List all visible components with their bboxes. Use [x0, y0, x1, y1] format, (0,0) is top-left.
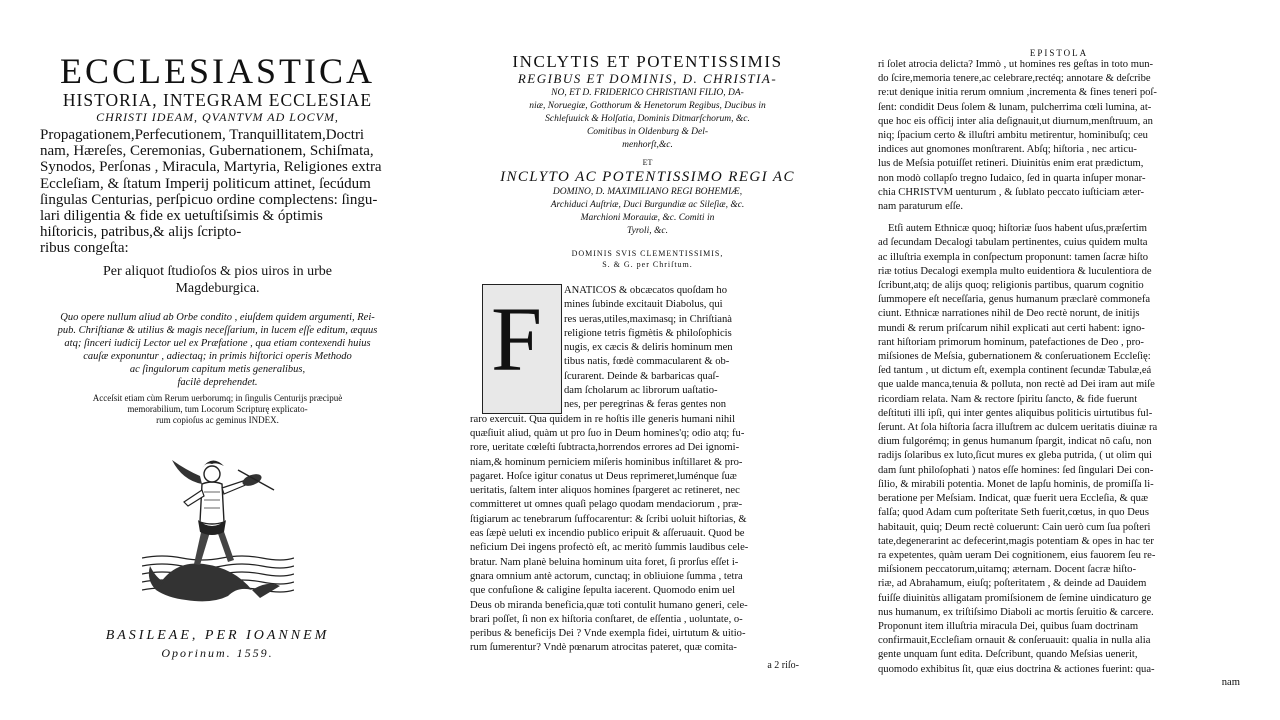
accessit-line: Acceſsit etiam cùm Rerum uerborumq; in ſingulis Centurijs præcipuè — [92, 392, 343, 403]
body-line: eas ſæpè ueluti ex incendio publico eripuit & aſſeruauit. Quod be — [470, 528, 745, 540]
body-line: que hoc eis officij inter alia deſignauit,ut diurnum,menſtruum, an — [878, 115, 1153, 127]
conjunction-et: ET — [642, 158, 653, 167]
body-line: nus humanum, ex triſtiſsimo Diaboli ac mortis ſeruitio & carcere. — [878, 606, 1154, 618]
body-line: ac illuſtria exempla in conſpectum proponunt: tamen ſacræ hiſto — [878, 251, 1149, 263]
body-line: lus de Meſsia potuiſſet retineri. Diuinitùs enim erat prædictum, — [878, 158, 1144, 170]
body-line: beratione per Meſsiam. Indicat, quæ fuerit uera Eccleſia, & quæ — [878, 493, 1149, 505]
body-line: dam ſunt philoſophati ) natos eſſe homines: ſed ſingulari Dei con- — [878, 464, 1154, 476]
title-body-line: Propagationem,Perfecutionem, Tranquillitatem,Doctri — [40, 127, 365, 143]
body-line: ſilio, & mirabili potentia. Monet de lapſu hominis, de promiſſa li- — [878, 478, 1154, 490]
book-title: ECCLESIASTICA — [59, 51, 375, 91]
initial-letter: F — [491, 288, 543, 390]
body-line: ciunt. Ethnicæ narrationes nihil de Deo rectè norunt, de initijs — [878, 308, 1140, 320]
decorated-initial — [482, 284, 562, 414]
title-body-line: Synodos, Perſonas , Miracula, Martyria, Religiones extra — [40, 159, 382, 176]
body-line: Proponunt item illuſtria miracula Dei, quibus ſuam doctrinam — [878, 620, 1139, 632]
body-line: radijs ſolaribus ex luto,ſicut mures ex gleba putrida, ( ut olim qui — [878, 450, 1152, 462]
dedication-addressees — [470, 87, 825, 152]
body-line: peribus & beneficijs Dei ? Vnde exempla fidei, uirtutum & uitio- — [470, 628, 746, 640]
body-line: ad ſecundam Decalogi tabulam pertinentes, cuius quidem multa — [878, 237, 1148, 249]
body-line: committeret ut omnes quaſi pelago quodam mendaciorum , præ- — [470, 499, 743, 511]
body-line: ſummopere eſt neceſſaria, genus humanum præclarè commonefa — [878, 294, 1151, 306]
body-line: ricordiam relata. Nam & rectore ſpiritu ſancto, & fide fuerunt — [878, 393, 1138, 405]
addressee-line: Schleſuuick & Holſatia, Dominis Ditmarſchorum, &c. — [545, 114, 750, 124]
body-line: que ualde manca,tenuia & polluta, non rectè ad Dei iram aut miſe — [878, 379, 1155, 391]
body-line: Etſi autem Ethnicæ quoq; hiſtoriæ ſuos habent uſus,præſertim — [888, 223, 1147, 235]
dedication-addressees-2 — [470, 186, 825, 238]
dedication-heading-2: INCLYTO AC POTENTISSIMO REGI AC — [500, 169, 795, 185]
salutation-line: S. & G. per Chriſtum. — [602, 260, 693, 269]
running-head: EPISTOLA — [1029, 48, 1089, 58]
salutation — [470, 248, 825, 270]
dedication-page — [470, 0, 825, 720]
body-line: rant hiſtoriam primorum hominum, patefactiones de Deo , pro- — [878, 336, 1144, 348]
body-line: niam,& hominum perniciem miſeris hominibus inſtillaret & pro- — [470, 456, 743, 468]
body-line: raro exercuit. Qua quidem in re hoſtis ille generis humani nihil — [470, 413, 736, 425]
addressee-line: Marchioni Morauiæ, &c. Comiti in — [580, 213, 715, 223]
dedication-body — [470, 284, 825, 656]
body-line: ſerunt. At ſola hiſtoria ſacra illuſtrem ac dulcem ueritatis diuinæ ra — [878, 422, 1158, 434]
addressee-line: Comitibus in Oldenburg & Del- — [586, 127, 709, 137]
book-subtitle: HISTORIA, INTEGRAM ECCLESIAE — [62, 90, 373, 110]
body-line: falſa; quod Adam cum poſteritate Seth fuerit,cœtus, in quo Deus — [878, 507, 1149, 519]
body-line: confirmauit,Eccleſiam ornauit & conſeruauit: qualia in nulla alia — [878, 635, 1151, 647]
accessit-note — [40, 393, 395, 426]
printer-device-woodcut — [142, 440, 294, 610]
title-body-line: lari diligentia & fide ex uetuſtiſsimis & óptimis — [40, 208, 323, 225]
body-line: Deus ob miranda beneficia,quæ toti contulit humano generi, cele- — [470, 599, 748, 611]
body-line: riæ, ad Abrahamum, eiuſq; poſteritatem , & deinde ad Dauidem — [878, 578, 1147, 590]
body-line: que confuſione & caligine ſepulta iacerent. Quomodo enim uel — [470, 585, 736, 597]
body-line: miſsionem peccatorum,uitamq; æternam. Docent ſacræ hiſto- — [878, 564, 1137, 576]
body-line: deſtituti illi ipſi, qui inter gentes aliquibus politicis uirtutibus ful- — [878, 407, 1153, 419]
authors-location — [40, 263, 395, 297]
title-body — [40, 127, 395, 257]
body-line: ra expetentes, quàm ueram Dei cognitionem, eius fauorem ſeu re- — [878, 549, 1156, 561]
body-line: neficium Dei ingens profectò eſt, ac meritò ſummis laudibus cele- — [470, 542, 749, 554]
body-line: religione tetris figmètis & philoſophicis — [564, 327, 732, 339]
body-line: brari poſſet, ſi non ex hiſtoria conſtaret, de eſſentia , uoluntate, o- — [470, 613, 743, 625]
intro-line: ac ſingulorum capitum metis generalibus, — [129, 363, 306, 375]
title-body-line: ſingulas Centurias, perſpicuo ordine complectens: ſingu- — [40, 191, 378, 208]
body-line: habitauit, quiq; Deum rectè coluerunt: Cain uerò cum ſua poſteri — [878, 521, 1151, 533]
body-line: nam paraturum eſſe. — [878, 201, 964, 213]
body-line: ſcurarent. Deinde & barbaricas quaſ- — [564, 370, 720, 382]
catchword: nam — [1221, 676, 1240, 688]
body-line: bratur. Nam planè beluina hominum uita foret, ſi prorſus eſſet i- — [470, 556, 739, 568]
body-line: mundi & rerum priſcarum nihil explicati aut certi habent: igno- — [878, 322, 1145, 334]
body-line: riæ totius Decalogi exempla multo euidentiora & luculentiora de — [878, 265, 1152, 277]
body-line: quæſiuit aliud, quàm ut pro ſuo in Deum homines'q; odio atq; fu- — [470, 427, 745, 439]
intro-line: atq; ſinceri iudicij Lector uel ex Præfatione , qua etiam contexendi huius — [64, 337, 371, 349]
body-line: ri ſolet atrocia delicta? Immò , ut homines res geſtas in toto mun- — [878, 59, 1154, 70]
imprint-printer: BASILEAE, PER IOANNEM — [105, 627, 330, 643]
addressee-line: NO, ET D. FRIDERICO CHRISTIANI FILIO, DA- — [551, 88, 744, 98]
body-line: mines ſubinde excitauit Diabolus, qui — [564, 299, 723, 311]
intro-line: facilè deprehendet. — [177, 376, 258, 388]
addressee-line: niæ, Noruegiæ, Gotthorum & Henetorum Regibus, Ducibus in — [529, 101, 766, 111]
paragraph-gap — [878, 214, 1240, 222]
body-line: chia CHRISTVM uenturum , & ſublato peccato iuſticiam æter- — [878, 186, 1145, 198]
title-page — [40, 0, 395, 720]
addressee-line: menhorſt,&c. — [622, 140, 673, 150]
body-line: gnara omnium antè actorum, cunctaq; in obliuione ſumma , tetra — [470, 570, 743, 582]
body-line: ſcribunt,atq; de alijs quoq; religionis partibus, quarum cognitio — [878, 280, 1144, 292]
addressee-line: DOMINO, D. MAXIMILIANO REGI BOHEMIÆ, — [552, 187, 743, 197]
location-line: Per aliquot ſtudioſos & pios uiros in urbe — [102, 263, 333, 279]
intro-paragraph — [40, 311, 395, 389]
epistola-body — [878, 58, 1240, 677]
body-line: rum ſumerentur? Vndè pœnarum atrocitas pateret, quæ comita- — [470, 642, 737, 654]
addressee-line: Tyroli, &c. — [627, 226, 668, 236]
body-line: nugis, ex cæcis & deliris hominum men — [564, 342, 733, 354]
body-line: fuiſſe diuinitùs alligatam promiſsionem de ſemine uindicaturo ge — [878, 592, 1152, 604]
body-line: ſtigiarum ac tenebrarum ſuffocarentur: & ſcribi uoluit hiſtorias, & — [470, 513, 747, 525]
body-line: ſed tantum , ut dictum eſt, exempla continent ſecundæ Tabulæ,eá — [878, 365, 1152, 377]
title-body-line: ribus congeſta: — [40, 240, 129, 257]
body-line: tate,degenerarint ac defecerint,magis potentiam & opes in hac ter — [878, 535, 1154, 547]
body-line: ſent: condidit Deus ſolem & lunam, pulcherrima cœli lumina, at- — [878, 101, 1152, 113]
body-line: ueritatis, ſaltem inter aliquos homines ſpargeret ac retineret, nec — [470, 485, 740, 497]
body-line: tibus natis, fœdè commacularent & ob- — [564, 356, 730, 368]
dedication-heading: INCLYTIS ET POTENTISSIMIS — [512, 52, 783, 71]
body-line: do ſcire,memoria tenere,ac celebrare,rectéq; annotare & deſcribe — [878, 73, 1151, 85]
title-body-line: Eccleſiam, & ſtatum Imperij politicum attinet, ſecúdum — [40, 175, 371, 192]
title-body-line: nam, Hæreſes, Ceremonias, Gubernationem, Schiſmata, — [40, 143, 374, 160]
intro-line: pub. Chriſtianæ & utilius & magis neceſſarium, in lucem eſſe editum, æquus — [57, 324, 378, 336]
signature-catchword: a 2 riſo- — [767, 659, 799, 671]
imprint-year: Oporinum. 1559. — [161, 645, 274, 660]
body-line: nes, per peregrinas & feras gentes non — [564, 399, 727, 411]
addressee-line: Archiduci Auſtriæ, Duci Burgundiæ ac Sileſiæ, &c. — [550, 200, 745, 210]
body-line: dam ſcholarum ac librorum uaſtatio- — [564, 385, 718, 397]
body-line: indices aut gnomones monſtrarent. Abſq; hiſtoria , nec articu- — [878, 144, 1137, 156]
intro-line: Quo opere nullum aliud ab Orbe condito , eiuſdem quidem argumenti, Rei- — [60, 311, 375, 323]
body-line: ANATICOS & obcæcatos quoſdam ho — [564, 285, 728, 296]
title-body-line: hiſtoricis, patribus,& alijs ſcripto- — [40, 224, 242, 241]
body-line: niq; ſpacium certo & illuſtri ambitu metirentur, hominibuſq; ceu — [878, 130, 1148, 142]
body-line: gente unquam ſunt edita. Deſcribunt, quando Meſsias uenerit, — [878, 649, 1138, 661]
body-line: miſsiones de Meſsia, gubernationem & conſeruationem Eccleſię: — [878, 351, 1151, 363]
body-line: dium fulgorémq; in genus humanum ſpargit, indicat nõ caſu, non — [878, 436, 1152, 448]
body-line: res ueras,utiles,maximasq; in Chriſtianà — [564, 313, 732, 325]
body-line: rore, ueritate cœleſti ſubtracta,horrendos errores ad Dei ignomi- — [470, 442, 740, 454]
body-line: re:ut denique initia rerum omnium ,incrementa & fines teneri poſ- — [878, 87, 1157, 99]
intro-line: cauſæ exponuntur , adiectaq; in primis hiſtorici operis Methodo — [83, 350, 352, 362]
woodcut-figure-illustration — [142, 440, 294, 610]
book-subtitle-2: CHRISTI IDEAM, QVANTVM AD LOCVM, — [96, 110, 339, 124]
accessit-line: memorabilium, tum Locorum Scripturę explicato- — [127, 403, 308, 414]
epistola-page — [878, 0, 1240, 720]
body-line: pagaret. Hoſce igitur conatus ut Deus reprimeret,luménque ſuæ — [470, 470, 737, 482]
body-line: non modò collapſo tregno Iudaico, ſed in quarta inſuper monar- — [878, 172, 1146, 184]
accessit-line: rum copioſus ac geminus INDEX. — [156, 414, 279, 425]
dedication-line: REGIBUS ET DOMINIS, D. CHRISTIA- — [517, 71, 778, 86]
body-line: quomodo exhibitus ſit, quæ eius doctrina & actiones fuerint: qua- — [878, 663, 1155, 675]
location-line: Magdeburgica. — [175, 280, 260, 296]
salutation-line: DOMINIS SVIS CLEMENTISSIMIS, — [571, 249, 724, 258]
